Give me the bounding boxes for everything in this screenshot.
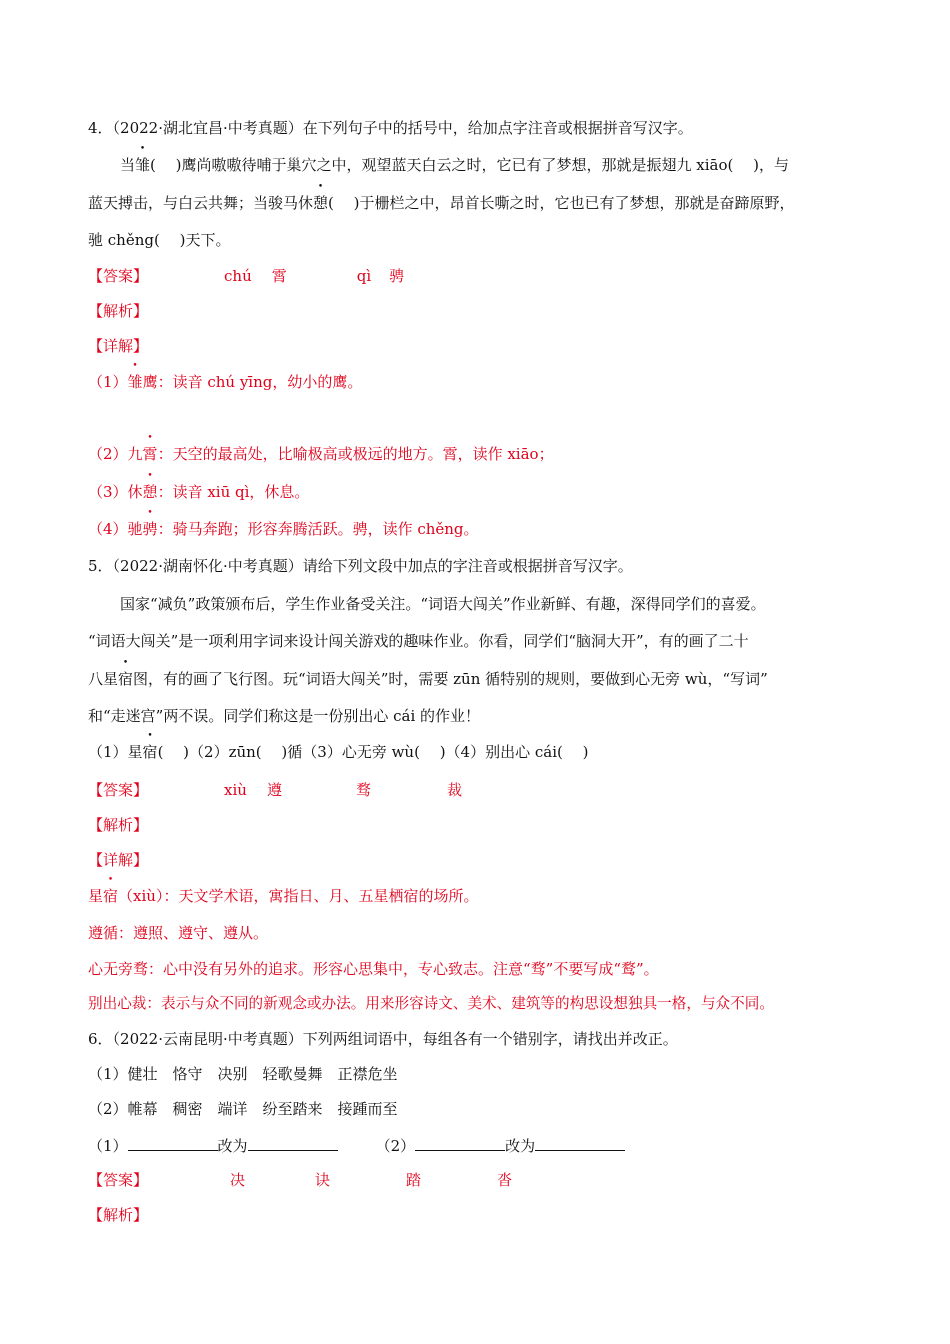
question-5-detail-label: 【详解】: [88, 851, 149, 869]
prompt-text: ( )（2）zūn( )循（3）心无旁 wù( )（4）别出心 cái( ): [157, 743, 589, 761]
dotted-char: 宿: [118, 670, 134, 688]
question-5-analysis-label: 【解析】: [88, 816, 149, 834]
question-5-passage-line-4: 和“走迷宫”两不误。同学们称这是一份别出心 cái 的作业！: [88, 707, 481, 725]
passage-text: 蓝天搏击，与白云共舞；当骏马休: [88, 194, 314, 212]
question-6-answer: [88, 1170, 512, 1190]
question-4-detail-2: [88, 444, 554, 464]
detail-text: ：读音 xiū qì，休息。: [157, 483, 310, 501]
answer-4: 骋: [389, 267, 405, 285]
passage-text: 八星: [88, 670, 119, 688]
question-5-detail-3: 心无旁骛：心中没有另外的追求。形容心思集中，专心致志。注意“骛”不要写成“鹜”。: [88, 960, 659, 978]
dotted-char: 雏: [127, 373, 143, 391]
detail-text: （4）驰: [88, 520, 143, 538]
dotted-char: 憩: [142, 483, 158, 501]
change-to-label: 改为: [217, 1137, 248, 1155]
question-4-passage-line-1: [120, 155, 789, 175]
question-6-analysis-label: 【解析】: [88, 1206, 149, 1224]
detail-text: ：天空的最高处，比喻极高或极远的地方。霄，读作 xiāo；: [157, 445, 554, 463]
dotted-char: 霄: [142, 445, 158, 463]
question-4-header: 4．（2022·湖北宜昌·中考真题）在下列句子中的括号中，给加点字注音或根据拼音写汉字。: [88, 119, 693, 137]
answer-label: 【答案】: [88, 267, 149, 285]
question-5-detail-1: [88, 886, 478, 906]
answer-1: chú: [224, 267, 252, 285]
dotted-char: 憩: [313, 194, 329, 212]
question-4-detail-3: [88, 482, 309, 502]
question-4-detail-label: 【详解】: [88, 337, 149, 355]
change-to-label: 改为: [505, 1137, 536, 1155]
answer-1: xiù: [224, 781, 247, 799]
blank-2-wrong[interactable]: [415, 1135, 505, 1151]
passage-text: ( )于栅栏之中，昂首长嘶之时，它也已有了梦想，那就是奋蹄原野，: [328, 194, 795, 212]
answer-3: 踏: [406, 1171, 422, 1189]
answer-label: 【答案】: [88, 1171, 149, 1189]
question-5-header: 5．（2022·湖南怀化·中考真题）请给下列文段中加点的字注音或根据拼音写汉字。: [88, 557, 633, 575]
dotted-char: 雏: [135, 156, 151, 174]
detail-text: ：骑马奔跑；形容奔腾活跃。骋，读作 chěng。: [157, 520, 479, 538]
answer-1: 决: [230, 1171, 246, 1189]
question-5-passage-line-3: [88, 669, 768, 689]
answer-3: 骛: [355, 781, 371, 799]
question-4-analysis-label: 【解析】: [88, 302, 149, 320]
answer-2: 诀: [315, 1171, 331, 1189]
question-4-detail-4: [88, 519, 479, 539]
question-4-passage-line-3: 驰 chěng( )天下。: [88, 231, 231, 249]
question-5-passage-line-1: 国家“减负”政策颁布后，学生作业备受关注。“词语大闯关”作业新鲜、有趣，深得同学们的喜爱。: [120, 595, 766, 613]
dotted-char: 宿: [142, 743, 158, 761]
question-6-fill-blanks: [88, 1135, 625, 1156]
answer-4: 裁: [446, 781, 462, 799]
answer-label: 【答案】: [88, 781, 149, 799]
question-5-detail-2: 遵循：遵照、遵守、遵从。: [88, 924, 269, 942]
blank-1-correct[interactable]: [248, 1135, 338, 1151]
detail-text: 鹰：读音 chú yīng，幼小的鹰。: [142, 373, 363, 391]
blank-1-wrong[interactable]: [128, 1135, 218, 1151]
detail-text: （2）九: [88, 445, 143, 463]
question-6-header: 6．（2022·云南昆明·中考真题）下列两组词语中，每组各有一个错别字，请找出并改正。: [88, 1030, 678, 1048]
answer-3: qì: [356, 267, 372, 285]
question-6-group-2: （2）帷幕 稠密 端详 纷至踏来 接踵而至: [88, 1100, 398, 1118]
prompt-text: （1）星: [88, 743, 143, 761]
detail-text: （xiù）：天文学术语，寓指日、月、五星栖宿的场所。: [118, 887, 479, 905]
detail-text: 星: [88, 887, 104, 905]
passage-text: 当: [120, 156, 136, 174]
question-5-detail-4: 别出心裁：表示与众不同的新观念或办法。用来形容诗文、美术、建筑等的构思设想独具一格，与众不同。: [88, 995, 774, 1012]
answer-4: 沓: [497, 1171, 513, 1189]
question-5-passage-line-2: “词语大闯关”是一项利用字词来设计闯关游戏的趣味作业。你看，同学们“脑洞大开”，有的画了二十: [88, 632, 749, 650]
dotted-char: 骋: [142, 520, 158, 538]
fill-label-2: （2）: [375, 1137, 416, 1155]
question-4-answer: [88, 266, 404, 286]
question-4-detail-1: [88, 372, 362, 392]
detail-text: （3）休: [88, 483, 143, 501]
question-6-group-1: （1）健壮 恪守 决别 轻歌曼舞 正襟危坐: [88, 1065, 398, 1083]
question-4-passage-line-2: [88, 193, 795, 213]
blank-2-correct[interactable]: [535, 1135, 625, 1151]
question-5-prompt: [88, 742, 589, 762]
passage-text: 图，有的画了飞行图。玩“词语大闯关”时，需要 zūn 循特别的规则，要做到心无旁 wù，“写词”: [133, 670, 768, 688]
dotted-char: 宿: [103, 887, 119, 905]
passage-text: ( )鹰尚嗷嗷待哺于巢穴之中，观望蓝天白云之时，它已有了梦想，那就是振翅九 xiāo( )，与: [150, 156, 789, 174]
answer-2: 霄: [271, 267, 287, 285]
fill-label-1: （1）: [88, 1137, 128, 1155]
question-5-answer: [88, 780, 462, 800]
answer-2: 遵: [266, 781, 282, 799]
detail-text: （1）: [88, 373, 128, 391]
